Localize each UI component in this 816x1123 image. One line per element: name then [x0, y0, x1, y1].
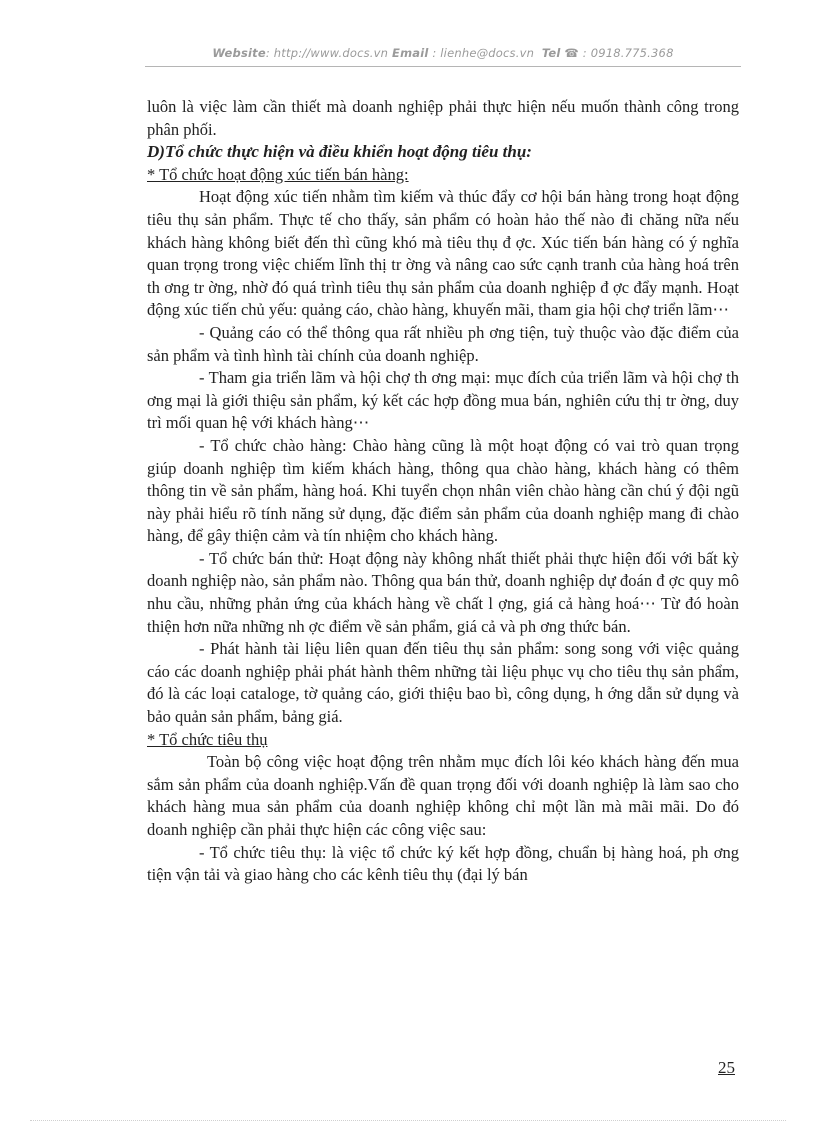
- subheading-promotion-text: * Tổ chức hoạt động xúc tiến bán hàng:: [147, 164, 409, 184]
- tel-value: ☎ : 0918.775.368: [560, 46, 674, 60]
- email-value: : lienhe@docs.vn: [428, 46, 535, 60]
- subheading-consumption-text: * Tổ chức tiêu thụ: [147, 729, 268, 749]
- page-number: 25: [718, 1058, 735, 1077]
- website-label: Website: [212, 46, 266, 60]
- document-body: [147, 96, 739, 887]
- subheading-consumption: [147, 729, 739, 752]
- paragraph-trade-fair: - Tham gia triển lãm và hội chợ th ơng mại: mục đích của triển lãm và hội chợ th ơng mại là giới thiệu sản phẩm, ký kết các hợp đồng mua bán, nghiên cứu thị tr ờng, duy trì mối quan hệ với khách hàng⋯: [147, 368, 739, 433]
- header-divider: [145, 66, 741, 67]
- paragraph-documents: - Phát hành tài liệu liên quan đến tiêu thụ sản phẩm: song song với việc quảng cáo các doanh nghiệp phải phát hành thêm những tài liệu phục vụ cho tiêu thụ sản phẩm, đó là các loại cataloge, tờ quảng cáo, giới thiệu bao bì, công dụng, h ớng dẫn sử dụng và bảo quản sản phẩm, bảng giá.: [147, 639, 739, 727]
- section-heading-d: D)Tổ chức thực hiện và điều khiển hoạt động tiêu thụ:: [147, 142, 532, 162]
- paragraph-organize: - Tổ chức tiêu thụ: là việc tổ chức ký kết hợp đồng, chuẩn bị hàng hoá, ph ơng tiện vận tải và giao hàng cho các kênh tiêu thụ (đại lý bán: [147, 842, 739, 885]
- paragraph-intro: luôn là việc làm cần thiết mà doanh nghiệp phải thực hiện nếu muốn thành công trong phân phối.: [147, 97, 739, 139]
- paragraph-overview: Toàn bộ công việc hoạt động trên nhằm mục đích lôi kéo khách hàng đến mua sắm sản phẩm của doanh nghiệp.Vấn đề quan trọng đối với doanh nghiệp là làm sao cho khách hàng mua sản phẩm của doanh nghiệp không chỉ một lần mà mãi mãi. Do đó doanh nghiệp cần phải thực hiện các công việc sau:: [147, 752, 739, 839]
- website-value: : http://www.docs.vn: [265, 46, 389, 60]
- footer-divider: [30, 1120, 786, 1121]
- paragraph-trial-sale: - Tổ chức bán thử: Hoạt động này không nhất thiết phải thực hiện đối với bất kỳ doanh nghiệp nào, sản phẩm nào. Thông qua bán thử, doanh nghiệp dự đoán đ ợc quy mô nhu cầu, những phản ứng của khách hàng về chất l ợng, giá cả hàng hoá⋯ Từ đó hoàn thiện hơn nữa những nh ợc điểm về sản phẩm, giá cả và ph ơng thức bán.: [147, 548, 739, 636]
- page-header: [145, 46, 741, 60]
- paragraph-sales-offer: - Tổ chức chào hàng: Chào hàng cũng là một hoạt động có vai trò quan trọng giúp doanh nghiệp tìm kiếm khách hàng, thông qua chào hàng, khách hàng có thêm thông tin về sản phẩm, hàng hoá. Khi tuyển chọn nhân viên chào hàng cần chú ý đội ngũ này phải hiểu rõ tính năng sử dụng, đặc điểm sản phẩm của doanh nghiệp mang đi chào hàng, để gây thiện cảm và tín nhiệm cho khách hàng.: [147, 435, 739, 546]
- paragraph-advertising: - Quảng cáo có thể thông qua rất nhiều ph ơng tiện, tuỳ thuộc vào đặc điểm của sản phẩm và tình hình tài chính của doanh nghiệp.: [147, 322, 739, 365]
- email-label: Email: [392, 46, 429, 60]
- tel-label: Tel: [541, 46, 561, 60]
- subheading-promotion: [147, 164, 739, 187]
- paragraph-promotion: Hoạt động xúc tiến nhằm tìm kiếm và thúc đẩy cơ hội bán hàng trong hoạt động tiêu thụ sản phẩm. Thực tế cho thấy, sản phẩm có hoàn hảo thế nào đi chăng nữa nếu khách hàng không biết đến thì cũng khó mà tiêu thụ đ ợc. Xúc tiến bán hàng có ý nghĩa quan trọng trong việc chiếm lĩnh thị tr ờng và nâng cao sức cạnh tranh của hàng hoá trên th ơng tr ờng, nhờ đó quá trình tiêu thụ sản phẩm của doanh nghiệp đ ợc đẩy mạnh. Hoạt động xúc tiến chủ yếu: quảng cáo, chào hàng, khuyến mãi, tham gia hội chợ triển lãm⋯: [147, 187, 739, 320]
